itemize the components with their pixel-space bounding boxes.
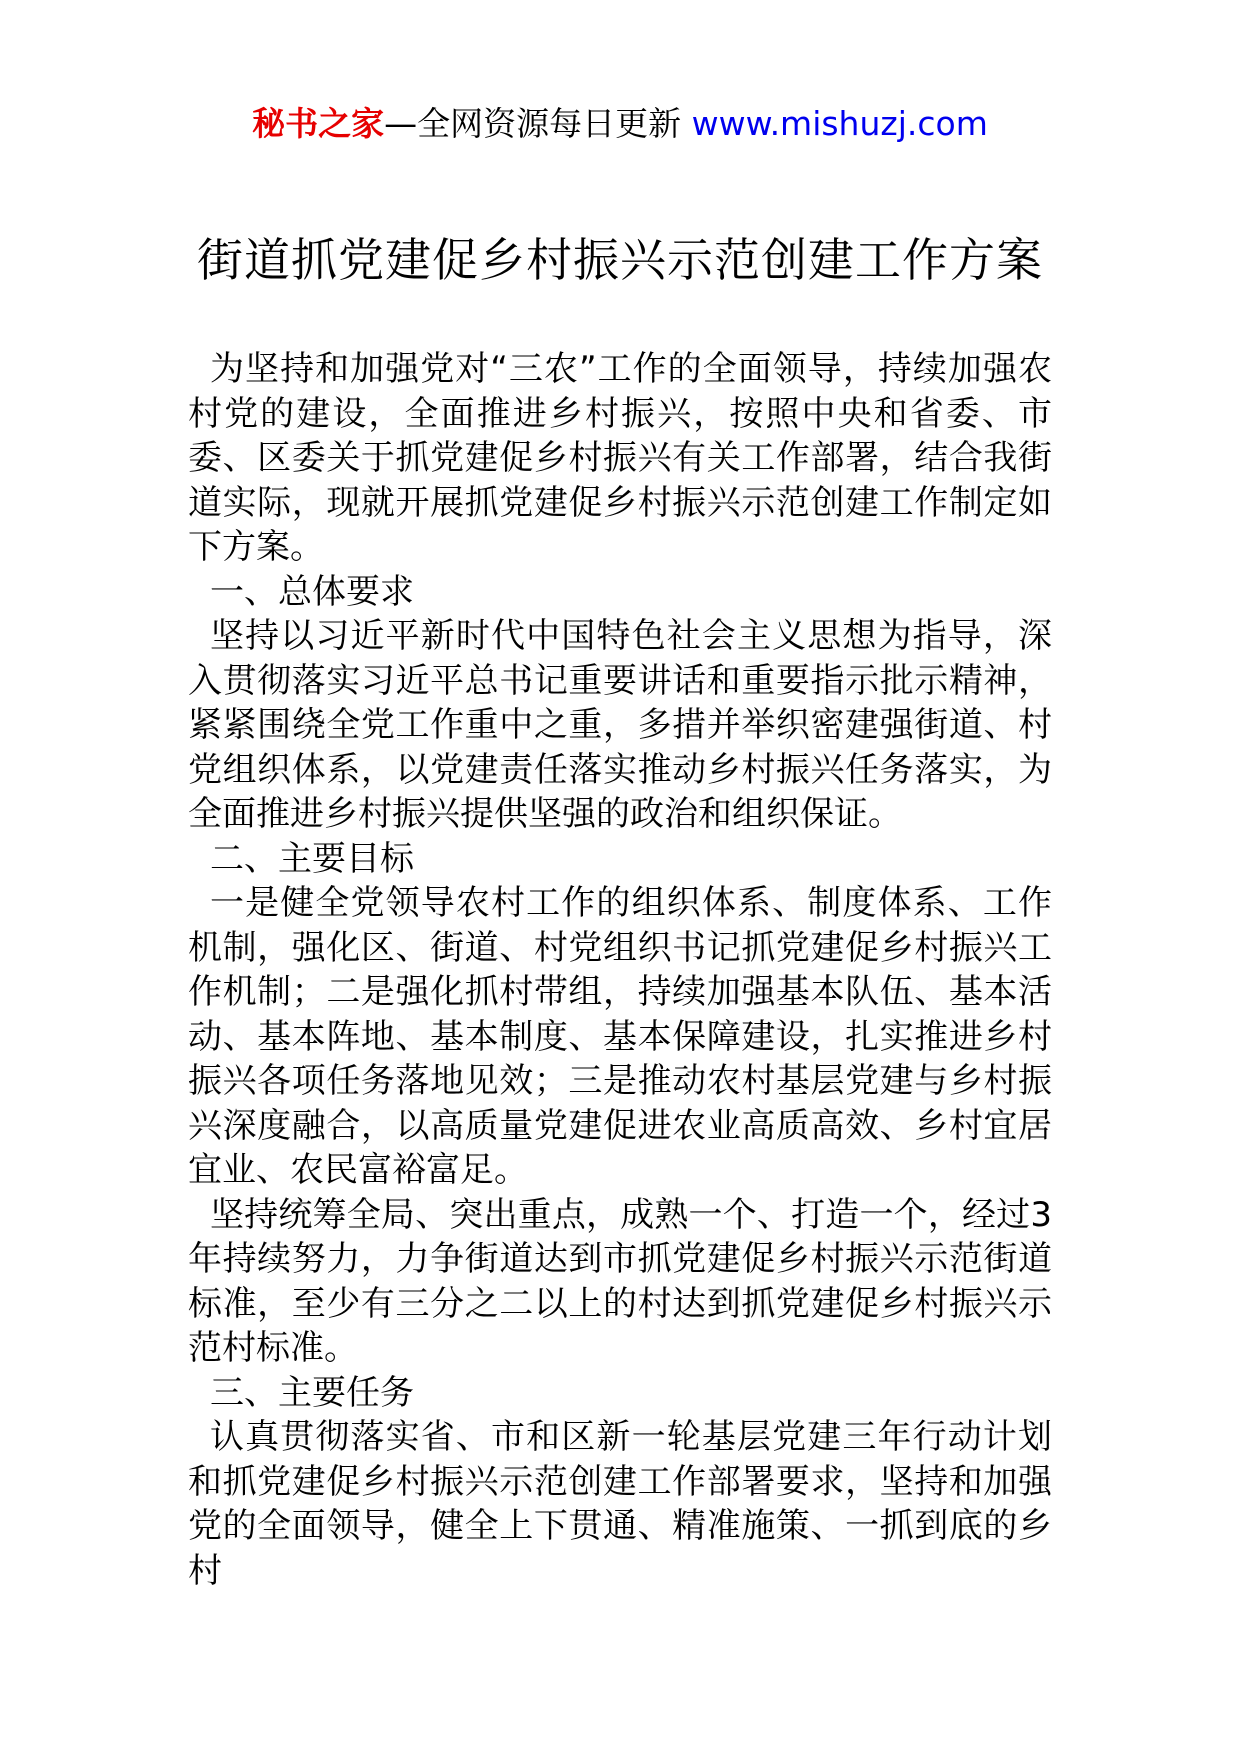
intro-paragraph: 为坚持和加强党对“三农”工作的全面领导，持续加强农村党的建设，全面推进乡村振兴，按照中央和省委、市委、区委关于抓党建促乡村振兴有关工作部署，结合我街道实际，现就开展抓党建促乡村振兴示范创建工作制定如下方案。 <box>188 349 1052 567</box>
main-goals-paragraph: 一是健全党领导农村工作的组织体系、制度体系、工作机制，强化区、街道、村党组织书记抓党建促乡村振兴工作机制；二是强化抓村带组，持续加强基本队伍、基本活动、基本阵地、基本制度、基本保障建设，扎实推进乡村振兴各项任务落地见效；三是推动农村基层党建与乡村振兴深度融合，以高质量党建促进农业高质高效、乡村宜居宜业、农民富裕富足。 <box>188 883 1052 1190</box>
document-title: 街道抓党建促乡村振兴示范创建工作方案 <box>197 233 1043 287</box>
general-requirements-paragraph: 坚持以习近平新时代中国特色社会主义思想为指导，深入贯彻落实习近平总书记重要讲话和重要指示批示精神，紧紧围绕全党工作重中之重，多措并举织密建强街道、村党组织体系，以党建责任落实推动乡村振兴任务落实，为全面推进乡村振兴提供坚强的政治和组织保证。 <box>188 616 1052 834</box>
site-tagline: —全网资源每日更新 <box>384 104 682 143</box>
section-heading-main-tasks: 三、主要任务 <box>210 1372 414 1413</box>
main-tasks-paragraph: 认真贯彻落实省、市和区新一轮基层党建三年行动计划和抓党建促乡村振兴示范创建工作部署要求，坚持和加强党的全面领导，健全上下贯通、精准施策、一抓到底的乡村 <box>188 1417 1052 1591</box>
site-brand: 秘书之家 <box>252 104 385 143</box>
main-goals-target-paragraph: 坚持统筹全局、突出重点，成熟一个、打造一个，经过3年持续努力，力争街道达到市抓党建促乡村振兴示范街道标准，至少有三分之二以上的村达到抓党建促乡村振兴示范村标准。 <box>188 1194 1052 1368</box>
document-body <box>188 347 1052 1593</box>
site-url-link[interactable]: www.mishuzj.com <box>691 104 988 143</box>
section-heading-general-requirements: 一、总体要求 <box>210 571 414 612</box>
site-header <box>0 102 1240 146</box>
section-heading-main-goals: 二、主要目标 <box>210 838 414 879</box>
